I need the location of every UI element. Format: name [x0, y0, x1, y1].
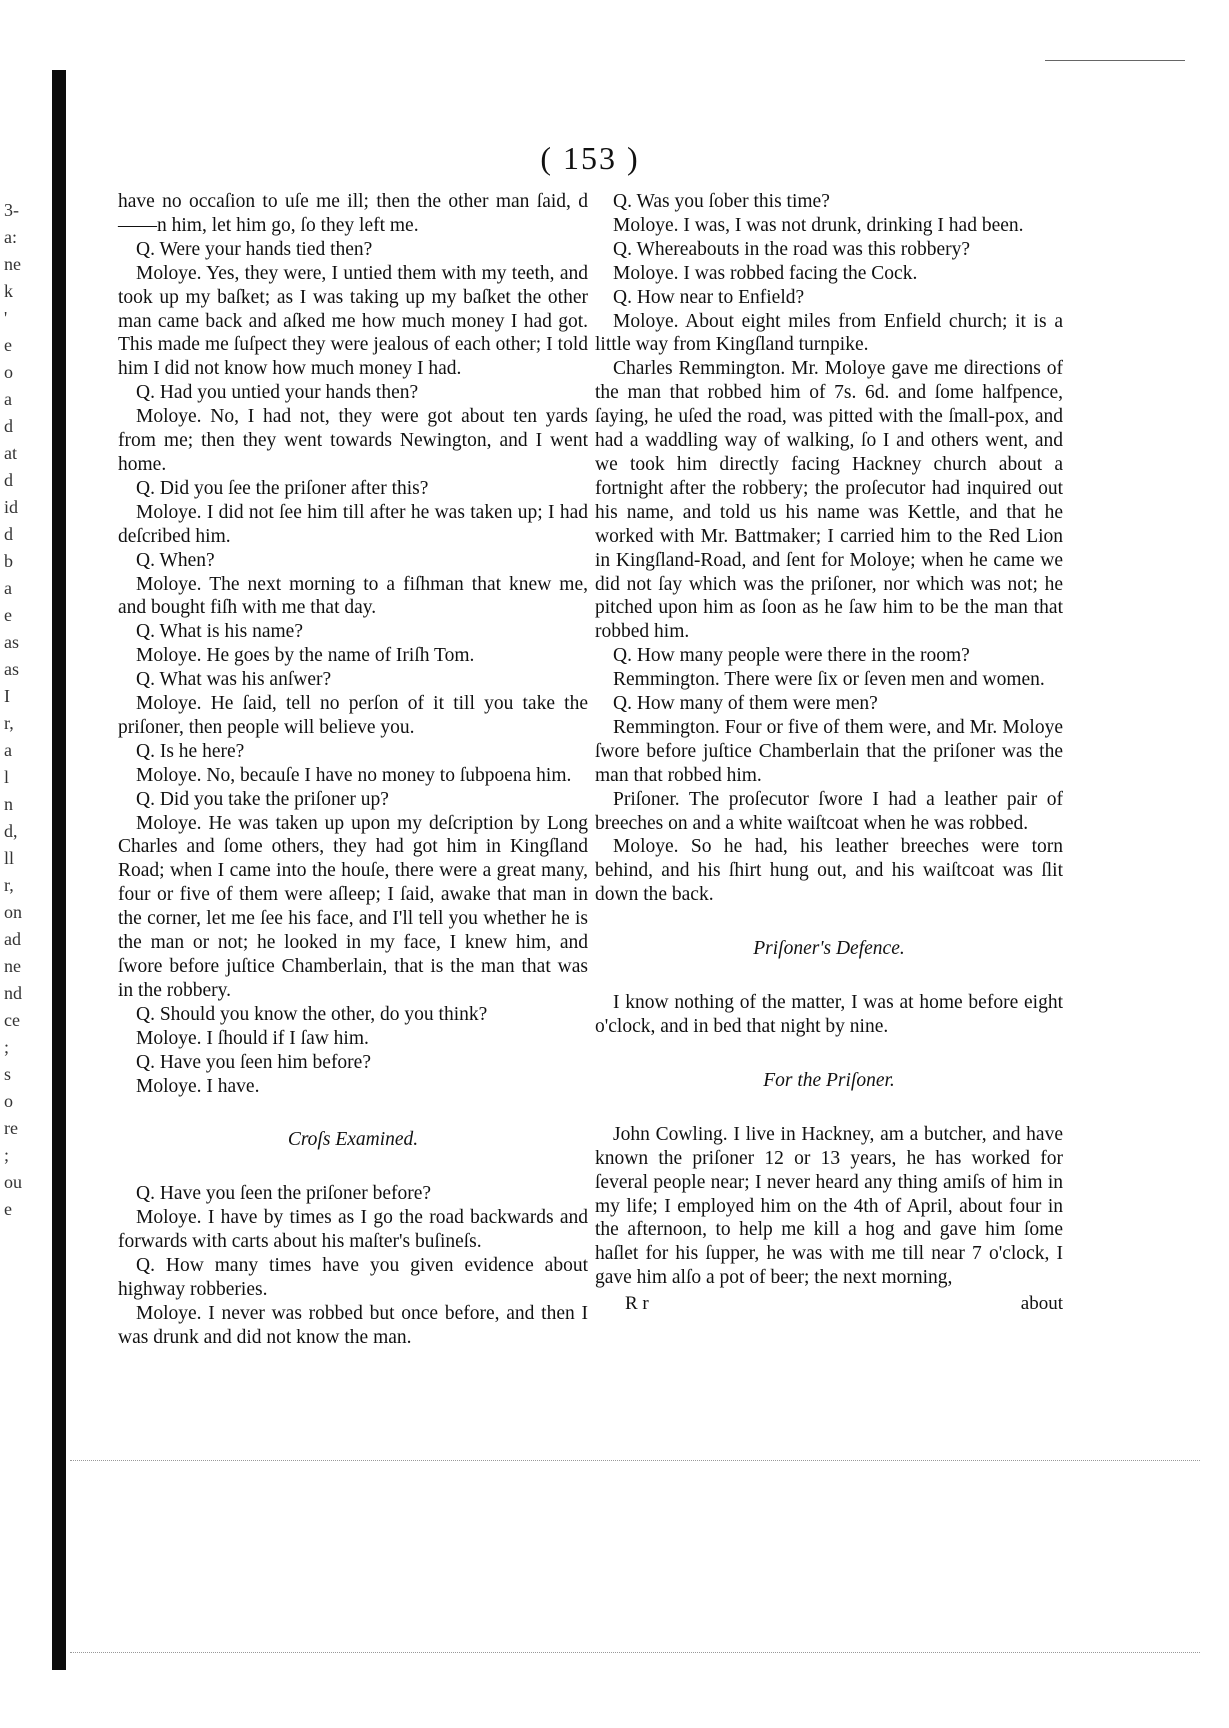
- section-heading: Croſs Examined.: [287, 1129, 419, 1151]
- text-paragraph: Moloye. I was, I was not drunk, drinking I had been.: [613, 214, 1024, 236]
- text-paragraph: Moloye. No, becauſe I have no money to ſubpoena him.: [136, 764, 572, 786]
- top-rule: [1045, 60, 1185, 61]
- margin-fragment: d: [4, 416, 13, 436]
- question-paragraph: Q. What was his anſwer?: [136, 669, 332, 691]
- text-paragraph: Moloye. He ſaid, tell no perſon of it till you take the priſoner, then people will believe you.: [118, 693, 588, 738]
- margin-fragment: ad: [4, 929, 21, 949]
- text-paragraph: Moloye. I never was robbed but once before, and then I was drunk and did not know the man.: [118, 1302, 588, 1348]
- margin-fragment: e: [4, 335, 12, 355]
- margin-fragment: on: [4, 902, 22, 922]
- margin-fragment: ': [4, 308, 8, 328]
- text-paragraph: Moloye. I have by times as I go the road backwards and forwards with carts about his maſter's buſineſs.: [118, 1207, 588, 1253]
- margin-fragment: l: [4, 767, 10, 787]
- margin-fragment: a: [4, 578, 12, 598]
- question-paragraph: Q. How many times have you given evidence about highway robberies.: [118, 1255, 588, 1300]
- margin-fragment: id: [4, 497, 19, 517]
- text-paragraph: have no occaſion to uſe me ill; then the other man ſaid, d——n him, let him go, ſo they left me.: [118, 191, 588, 236]
- margin-fragment: b: [4, 551, 13, 571]
- text-paragraph: Moloye. I ſhould if I ſaw him.: [136, 1027, 369, 1049]
- text-paragraph: John Cowling. I live in Hackney, am a butcher, and have known the priſoner 12 or 13 years, he has worked for ſeveral people near; I never heard any thing amiſs of him in my life; I employed him on the 4th of April, about four in the afternoon, to help me kill a hog and gave him ſome haſlet for his ſupper, he was with me till near 7 o'clock, I gave him alſo a pot of beer; the next morning,: [595, 1123, 1063, 1289]
- margin-fragment: n: [4, 794, 13, 814]
- margin-fragment: s: [4, 1064, 12, 1084]
- text-paragraph: Charles Remmington. Mr. Moloye gave me directions of the man that robbed him of 7s. 6d. and ſome halfpence, ſaying, he uſed the road, was pitted with the ſmall-pox, and had a waddling way of walking, ſo I and others went, and we took him directly facing Hackney church about a fortnight after the robbery; the proſecutor had inquired out his name, and told us his name was Kettle, and that he worked with Mr. Battmaker; I carried him to the Red Lion in Kingſland-Road, and ſent for Moloye; when he came we did not ſay which was the priſoner, nor which was not; he pitched upon him as ſoon as he ſaw him to be the man that robbed him.: [595, 358, 1063, 643]
- text-paragraph: Moloye. Yes, they were, I untied them with my teeth, and took up my baſket; as I was taking up my baſket the other man came back and aſked me how much money I had got. This made me ſuſpect they were jealous of each other; I told him I did not know how much money I had.: [118, 262, 588, 380]
- signature-mark: R r: [625, 1293, 649, 1315]
- margin-fragment: d,: [4, 821, 18, 841]
- margin-fragment: ll: [4, 848, 15, 868]
- text-paragraph: Moloye. About eight miles from Enfield church; it is a little way from Kingſland turnpike.: [595, 310, 1063, 356]
- right-column: [595, 190, 1063, 1316]
- question-paragraph: Q. How near to Enfield?: [613, 286, 805, 308]
- margin-fragment: nd: [4, 983, 22, 1003]
- margin-fragment: as: [4, 632, 19, 652]
- margin-fragment: ;: [4, 1145, 10, 1165]
- margin-fragment: at: [4, 443, 17, 463]
- text-paragraph: Priſoner. The proſecutor ſwore I had a leather pair of breeches on and a white waiſtcoat when he was robbed.: [595, 788, 1063, 834]
- margin-fragment: a: [4, 740, 12, 760]
- text-paragraph: Moloye. He was taken up upon my deſcription by Long Charles and ſome others, they had got him in Kingſland Road; when I came into the houſe, there were a great many, four or five of them were aſleep; I ſaid, awake that man in the corner, let me ſee his face, and I'll tell you whether he is the man or not; he looked in my face, I knew him, and ſwore before juſtice Chamberlain, that is the man that was in the robbery.: [118, 812, 588, 1001]
- question-paragraph: Q. How many of them were men?: [613, 693, 878, 715]
- text-paragraph: Moloye. The next morning to a fiſhman that knew me, and bought fiſh with me that day.: [118, 573, 588, 619]
- question-paragraph: Q. What is his name?: [136, 621, 303, 643]
- margin-fragment: 3-: [4, 200, 19, 220]
- margin-fragment: o: [4, 1091, 13, 1111]
- margin-fragment: ne: [4, 956, 21, 976]
- margin-fragment: ce: [4, 1010, 20, 1030]
- signature-line: [595, 1292, 1063, 1316]
- margin-fragment: ou: [4, 1172, 22, 1192]
- margin-fragment: as: [4, 659, 19, 679]
- page-number: ( 153 ): [540, 140, 640, 176]
- margin-fragment: d: [4, 524, 13, 544]
- text-paragraph: Moloye. I have.: [136, 1075, 260, 1097]
- text-paragraph: Moloye. So he had, his leather breeches were torn behind, and his ſhirt hung out, and his waiſtcoat was ſlit down the back.: [595, 836, 1063, 906]
- question-paragraph: Q. Did you ſee the priſoner after this?: [136, 477, 429, 499]
- margin-fragment: d: [4, 470, 13, 490]
- margin-fragment: ;: [4, 1037, 10, 1057]
- section-heading: For the Priſoner.: [763, 1069, 895, 1091]
- section-heading: Priſoner's Defence.: [753, 938, 905, 960]
- text-paragraph: Remmington. There were ſix or ſeven men and women.: [613, 669, 1045, 691]
- question-paragraph: Q. Did you take the priſoner up?: [136, 788, 389, 810]
- margin-fragment: k: [4, 281, 13, 301]
- scan-noise-line: [70, 1460, 1200, 1461]
- scan-noise-line: [70, 1652, 1200, 1653]
- question-paragraph: Q. Whereabouts in the road was this robbery?: [613, 238, 971, 260]
- question-paragraph: Q. Have you ſeen him before?: [136, 1051, 371, 1073]
- margin-fragment: a:: [4, 227, 17, 247]
- text-paragraph: Moloye. No, I had not, they were got about ten yards from me; then they went towards Newington, and I went home.: [118, 406, 588, 475]
- question-paragraph: Q. Were your hands tied then?: [136, 238, 373, 260]
- question-paragraph: Q. How many people were there in the room?: [613, 645, 970, 667]
- catchword: about: [1020, 1293, 1063, 1315]
- margin-fragment: ne: [4, 254, 21, 274]
- margin-fragment: e: [4, 1199, 12, 1219]
- margin-fragment: r,: [4, 713, 14, 733]
- left-column: [118, 190, 588, 1350]
- question-paragraph: Q. When?: [136, 549, 215, 571]
- margin-fragment: r,: [4, 875, 14, 895]
- book-spine-shadow: [52, 70, 66, 1670]
- margin-fragment: a: [4, 389, 12, 409]
- question-paragraph: Q. Is he here?: [136, 740, 245, 762]
- text-paragraph: I know nothing of the matter, I was at home before eight o'clock, and in bed that night by nine.: [595, 992, 1063, 1037]
- question-paragraph: Q. Have you ſeen the priſoner before?: [136, 1183, 432, 1205]
- margin-fragment: e: [4, 605, 12, 625]
- margin-fragment: o: [4, 362, 13, 382]
- text-paragraph: Moloye. I was robbed facing the Cock.: [613, 262, 918, 284]
- question-paragraph: Q. Had you untied your hands then?: [136, 382, 419, 404]
- text-paragraph: Moloye. He goes by the name of Iriſh Tom.: [136, 645, 475, 667]
- text-paragraph: Remmington. Four or five of them were, and Mr. Moloye ſwore before juſtice Chamberlain that the priſoner was the man that robbed him.: [595, 716, 1063, 786]
- text-paragraph: Moloye. I did not ſee him till after he was taken up; I had deſcribed him.: [118, 501, 588, 547]
- margin-fragment: I: [4, 686, 10, 706]
- question-paragraph: Q. Should you know the other, do you think?: [136, 1003, 488, 1025]
- question-paragraph: Q. Was you ſober this time?: [613, 191, 830, 212]
- margin-fragment: re: [4, 1118, 18, 1138]
